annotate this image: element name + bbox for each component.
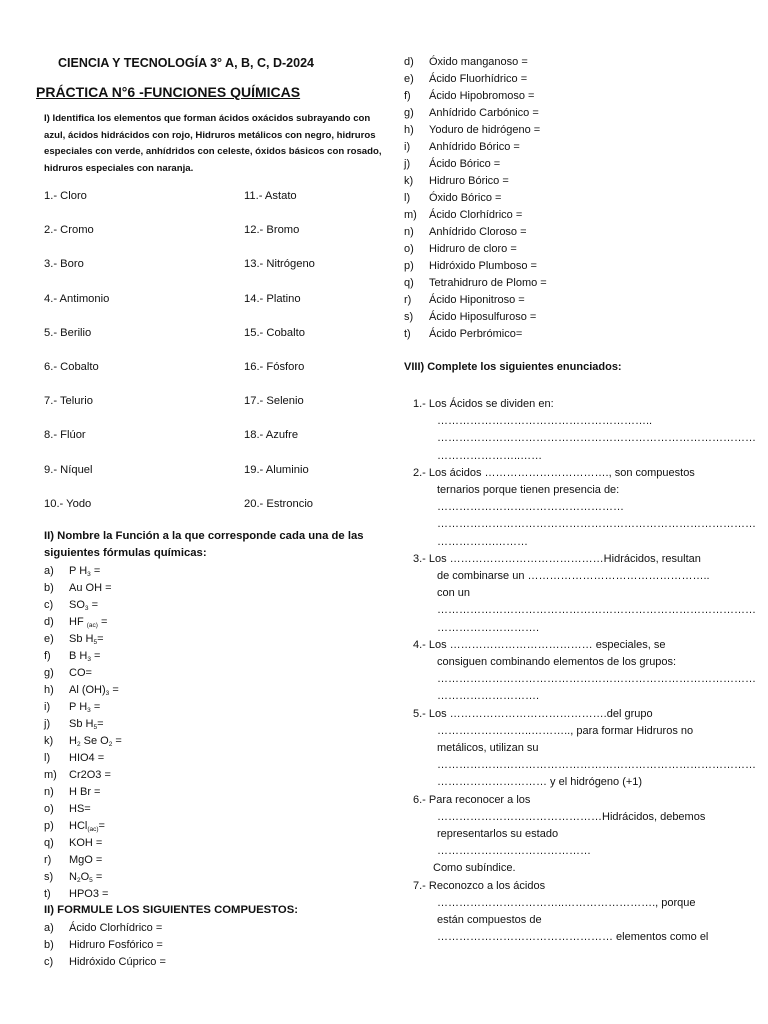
item-letter: f) (44, 650, 51, 662)
fill-in-line: …………………………………… (437, 845, 591, 858)
item-letter: q) (44, 837, 54, 849)
item-letter: l) (404, 192, 411, 204)
formula-item (44, 801, 122, 818)
item-text: Hidróxido Plumboso = (429, 260, 537, 272)
item-letter: g) (404, 107, 414, 119)
fill-in-line: con un (437, 587, 471, 600)
item-letter: l) (44, 752, 51, 764)
fill-in-line: metálicos, utilizan su (437, 742, 539, 754)
item-letter: o) (44, 803, 54, 815)
compound-item (404, 275, 547, 292)
fill-in-line: de combinarse un ………………………………………….. (437, 570, 710, 582)
section2-heading: II) Nombre la Función a la que corresponde cada una de las siguientes fórmulas químicas: (44, 530, 364, 559)
item-letter: s) (44, 871, 54, 883)
section8-heading: VIII) Complete los siguientes enunciados: (404, 361, 622, 373)
item-text: HS= (69, 803, 91, 815)
item-letter: n) (404, 226, 414, 238)
compound-item (404, 71, 547, 88)
statement-line: 6.- Para reconocer a los (413, 793, 531, 806)
element-item: 15.- Cobalto (244, 326, 305, 339)
element-item: 5.- Berilio (44, 326, 92, 339)
compound-item (404, 258, 547, 275)
item-text: Ácido Bórico = (429, 158, 501, 170)
item-text: $N_2O_5$ = (69, 871, 103, 884)
compound-item (404, 88, 547, 105)
item-text: Ácido Fluorhídrico = (429, 73, 528, 85)
item-letter: c) (44, 599, 54, 611)
compound-list-left (44, 920, 166, 971)
item-text: Anhídrido Cloroso = (429, 226, 527, 238)
fill-in-line: ………………………… y el hidrógeno (+1) (437, 776, 643, 789)
element-item: 2.- Cromo (44, 224, 94, 237)
formula-item (44, 563, 122, 580)
fill-in-line: están compuestos de (437, 914, 542, 926)
compound-item (404, 173, 547, 190)
item-text: Al $(OH)_3$ = (69, 684, 119, 697)
item-text: Anhídrido Carbónico = (429, 107, 539, 119)
formula-item (44, 852, 122, 869)
item-text: P $H_3$ = (69, 701, 101, 714)
compound-item (404, 139, 547, 156)
item-letter: f) (404, 90, 411, 102)
item-text: HCl$_{(ac)}$= (69, 820, 105, 833)
item-text: Tetrahidruro de Plomo = (429, 277, 547, 289)
formula-item (44, 580, 122, 597)
compound-item (404, 105, 547, 122)
element-item: 4.- Antimonio (44, 292, 110, 305)
fill-in-line: …………………………………………………………………………… (437, 673, 756, 686)
formula-item (44, 665, 122, 682)
compound-item (404, 224, 547, 241)
item-letter: t) (404, 328, 411, 340)
item-text: Au OH = (69, 582, 112, 594)
fill-in-line: …………………………………………………………………………… (437, 604, 756, 617)
item-text: P $H_3$ = (69, 565, 101, 578)
item-text: Óxido Bórico = (429, 192, 502, 204)
item-letter: a) (44, 922, 54, 934)
compound-item (404, 190, 547, 207)
item-text: Anhídrido Bórico = (429, 141, 520, 153)
item-letter: m) (44, 769, 57, 781)
element-item: 14.- Platino (244, 292, 301, 305)
element-item: 6.- Cobalto (44, 361, 99, 373)
formula-item (44, 631, 122, 648)
item-text: Óxido manganoso = (429, 56, 528, 68)
item-text: HPO3 = (69, 888, 109, 900)
item-text: MgO = (69, 854, 103, 866)
item-letter: g) (44, 667, 54, 679)
compound-list-right (404, 54, 547, 343)
item-letter: k) (404, 175, 414, 187)
item-text: Cr2O3 = (69, 769, 111, 781)
formula-item (44, 648, 122, 665)
item-text: Ácido Clorhídrico = (429, 209, 523, 221)
compound-item (404, 241, 547, 258)
fill-in-line: ………………………. (437, 621, 540, 634)
fill-in-line: ………………………………………………….. (437, 415, 653, 428)
fill-in-line: representarlos su estado (437, 828, 559, 840)
item-letter: b) (44, 939, 54, 951)
compound-item (404, 156, 547, 173)
statement-line: 1.- Los Ácidos se dividen en: (413, 398, 554, 410)
statement-line: 3.- Los ……………………………………Hidrácidos, resultan (413, 552, 701, 565)
statement-line: 4.- Los ………………………………… especiales, se (413, 638, 666, 651)
item-letter: c) (44, 956, 54, 968)
fill-in-line: …………………………………………… (437, 501, 624, 514)
element-item: 9.- Níquel (44, 463, 93, 476)
item-text: HIO4 = (69, 752, 105, 764)
statement-line: 7.- Reconozco a los ácidos (413, 879, 546, 892)
item-letter: e) (404, 73, 414, 85)
element-item: 3.- Boro (44, 258, 84, 271)
item-letter: s) (404, 311, 414, 323)
section1-instructions: I) Identifica los elementos que forman ácidos oxácidos subrayando con azul, ácidos hidrácidos con rojo, Hidruros metálicos con negro, hidruros especiales con verde, anhídridos con celeste, óxidos básicos con rosado, hidruros especiales con naranja. (44, 113, 382, 174)
formula-item (44, 733, 122, 750)
item-text: H Br = (69, 786, 101, 798)
element-item: 17.- Selenio (244, 395, 304, 408)
item-text: CO= (69, 667, 92, 679)
formula-item (44, 818, 122, 835)
element-item: 18.- Azufre (244, 429, 299, 442)
item-letter: o) (404, 243, 414, 255)
item-letter: b) (44, 582, 54, 594)
item-text: Ácido Hipobromoso = (429, 90, 535, 102)
item-letter: a) (44, 565, 54, 577)
item-letter: k) (44, 735, 54, 747)
fill-in-line: …………………………………………………………………………… (437, 518, 756, 531)
fill-in-line: …………………………………………………………………………… (437, 759, 756, 772)
element-item: 7.- Telurio (44, 395, 93, 408)
compound-item (404, 292, 547, 309)
formula-item (44, 835, 122, 852)
item-text: KOH = (69, 837, 103, 849)
fill-in-line: ternarios porque tienen presencia de: (437, 484, 620, 496)
formula-item (44, 750, 122, 767)
formula-item (44, 767, 122, 784)
item-letter: d) (44, 616, 54, 628)
fill-in-line: …………….……… (437, 535, 529, 548)
item-letter: t) (44, 888, 51, 900)
formula-item (44, 869, 122, 886)
item-letter: d) (404, 56, 414, 68)
item-text: Sb $H_5=$ (69, 718, 104, 731)
item-text: Ácido Perbrómico= (429, 328, 523, 340)
fill-in-line: ………………………………………Hidrácidos, debemos (437, 810, 706, 823)
item-text: Sb $H_5=$ (69, 633, 104, 646)
formula-item (44, 614, 122, 631)
element-item: 1.- Cloro (44, 190, 87, 202)
formula-item (44, 886, 122, 903)
section3-heading: II) FORMULE LOS SIGUIENTES COMPUESTOS: (44, 904, 298, 916)
formula-item (44, 682, 122, 699)
worksheet-title: CIENCIA Y TECNOLOGÍA 3° A, B, C, D-2024 (58, 56, 314, 70)
item-letter: j) (404, 158, 411, 170)
item-letter: i) (44, 701, 51, 713)
fill-in-line: …………………..…… (437, 449, 543, 462)
item-text: Ácido Hiponitroso = (429, 294, 525, 306)
item-letter: r) (404, 294, 412, 306)
statement-line: 2.- Los ácidos ……………………………., son compuestos (413, 466, 695, 479)
compound-item (404, 54, 547, 71)
item-letter: m) (404, 209, 417, 221)
element-item: 10.- Yodo (44, 497, 92, 510)
element-item: 13.- Nitrógeno (244, 258, 315, 271)
item-letter: i) (404, 141, 411, 153)
item-text: Hidruro Fosfórico = (69, 939, 163, 951)
fill-in-line: consiguen combinando elementos de los grupos: (437, 656, 677, 668)
item-text: $SO_3$ = (69, 599, 99, 612)
compound-item (404, 122, 547, 139)
element-item: 8.- Flúor (44, 429, 86, 442)
fill-in-line: Como subíndice. (433, 862, 516, 875)
item-text: HF $_{(ac)}$ = (69, 616, 108, 629)
item-letter: h) (44, 684, 54, 696)
element-item: 11.- Astato (244, 190, 297, 202)
formula-item (44, 716, 122, 733)
fill-in-line: …………………………………………………………………………… (437, 432, 756, 445)
item-text: Ácido Hiposulfuroso = (429, 311, 537, 323)
fill-in-line: ………………………………………… elementos como el (437, 931, 709, 944)
formula-list (44, 563, 122, 903)
item-text: Hidróxido Cúprico = (69, 956, 166, 968)
item-letter: r) (44, 854, 52, 866)
element-item: 16.- Fósforo (244, 361, 305, 373)
item-text: Yoduro de hidrógeno = (429, 124, 541, 136)
item-text: Hidruro Bórico = (429, 175, 509, 187)
compound-item (404, 326, 547, 343)
formula-item (44, 784, 122, 801)
element-item: 12.- Bromo (244, 224, 300, 237)
item-letter: h) (404, 124, 414, 136)
item-text: B $H_3$ = (69, 650, 101, 663)
item-letter: e) (44, 633, 54, 645)
formula-item (44, 699, 122, 716)
compound-item (404, 309, 547, 326)
item-letter: n) (44, 786, 54, 798)
item-text: Hidruro de cloro = (429, 243, 517, 255)
statement-line: 5.- Los …………………………………….del grupo (413, 707, 653, 720)
fill-in-line: ……………………..……….., para formar Hidruros no (437, 724, 694, 737)
compound-item (404, 207, 547, 224)
compound-item (44, 954, 166, 971)
item-letter: p) (404, 260, 414, 272)
worksheet-subtitle: PRÁCTICA N°6 -FUNCIONES QUÍMICAS (36, 84, 301, 100)
compound-item (44, 937, 166, 954)
element-item: 20.- Estroncio (244, 497, 314, 510)
item-letter: q) (404, 277, 414, 289)
item-letter: j) (44, 718, 51, 730)
fill-in-line: ………………………. (437, 690, 540, 703)
fill-in-line: ……………………………..……………………., porque (437, 896, 696, 909)
item-text: Ácido Clorhídrico = (69, 922, 163, 934)
item-text: $H_2$ Se $O_2$ = (69, 735, 122, 748)
element-item: 19.- Aluminio (244, 463, 309, 476)
formula-item (44, 597, 122, 614)
item-letter: p) (44, 820, 54, 832)
compound-item (44, 920, 166, 937)
